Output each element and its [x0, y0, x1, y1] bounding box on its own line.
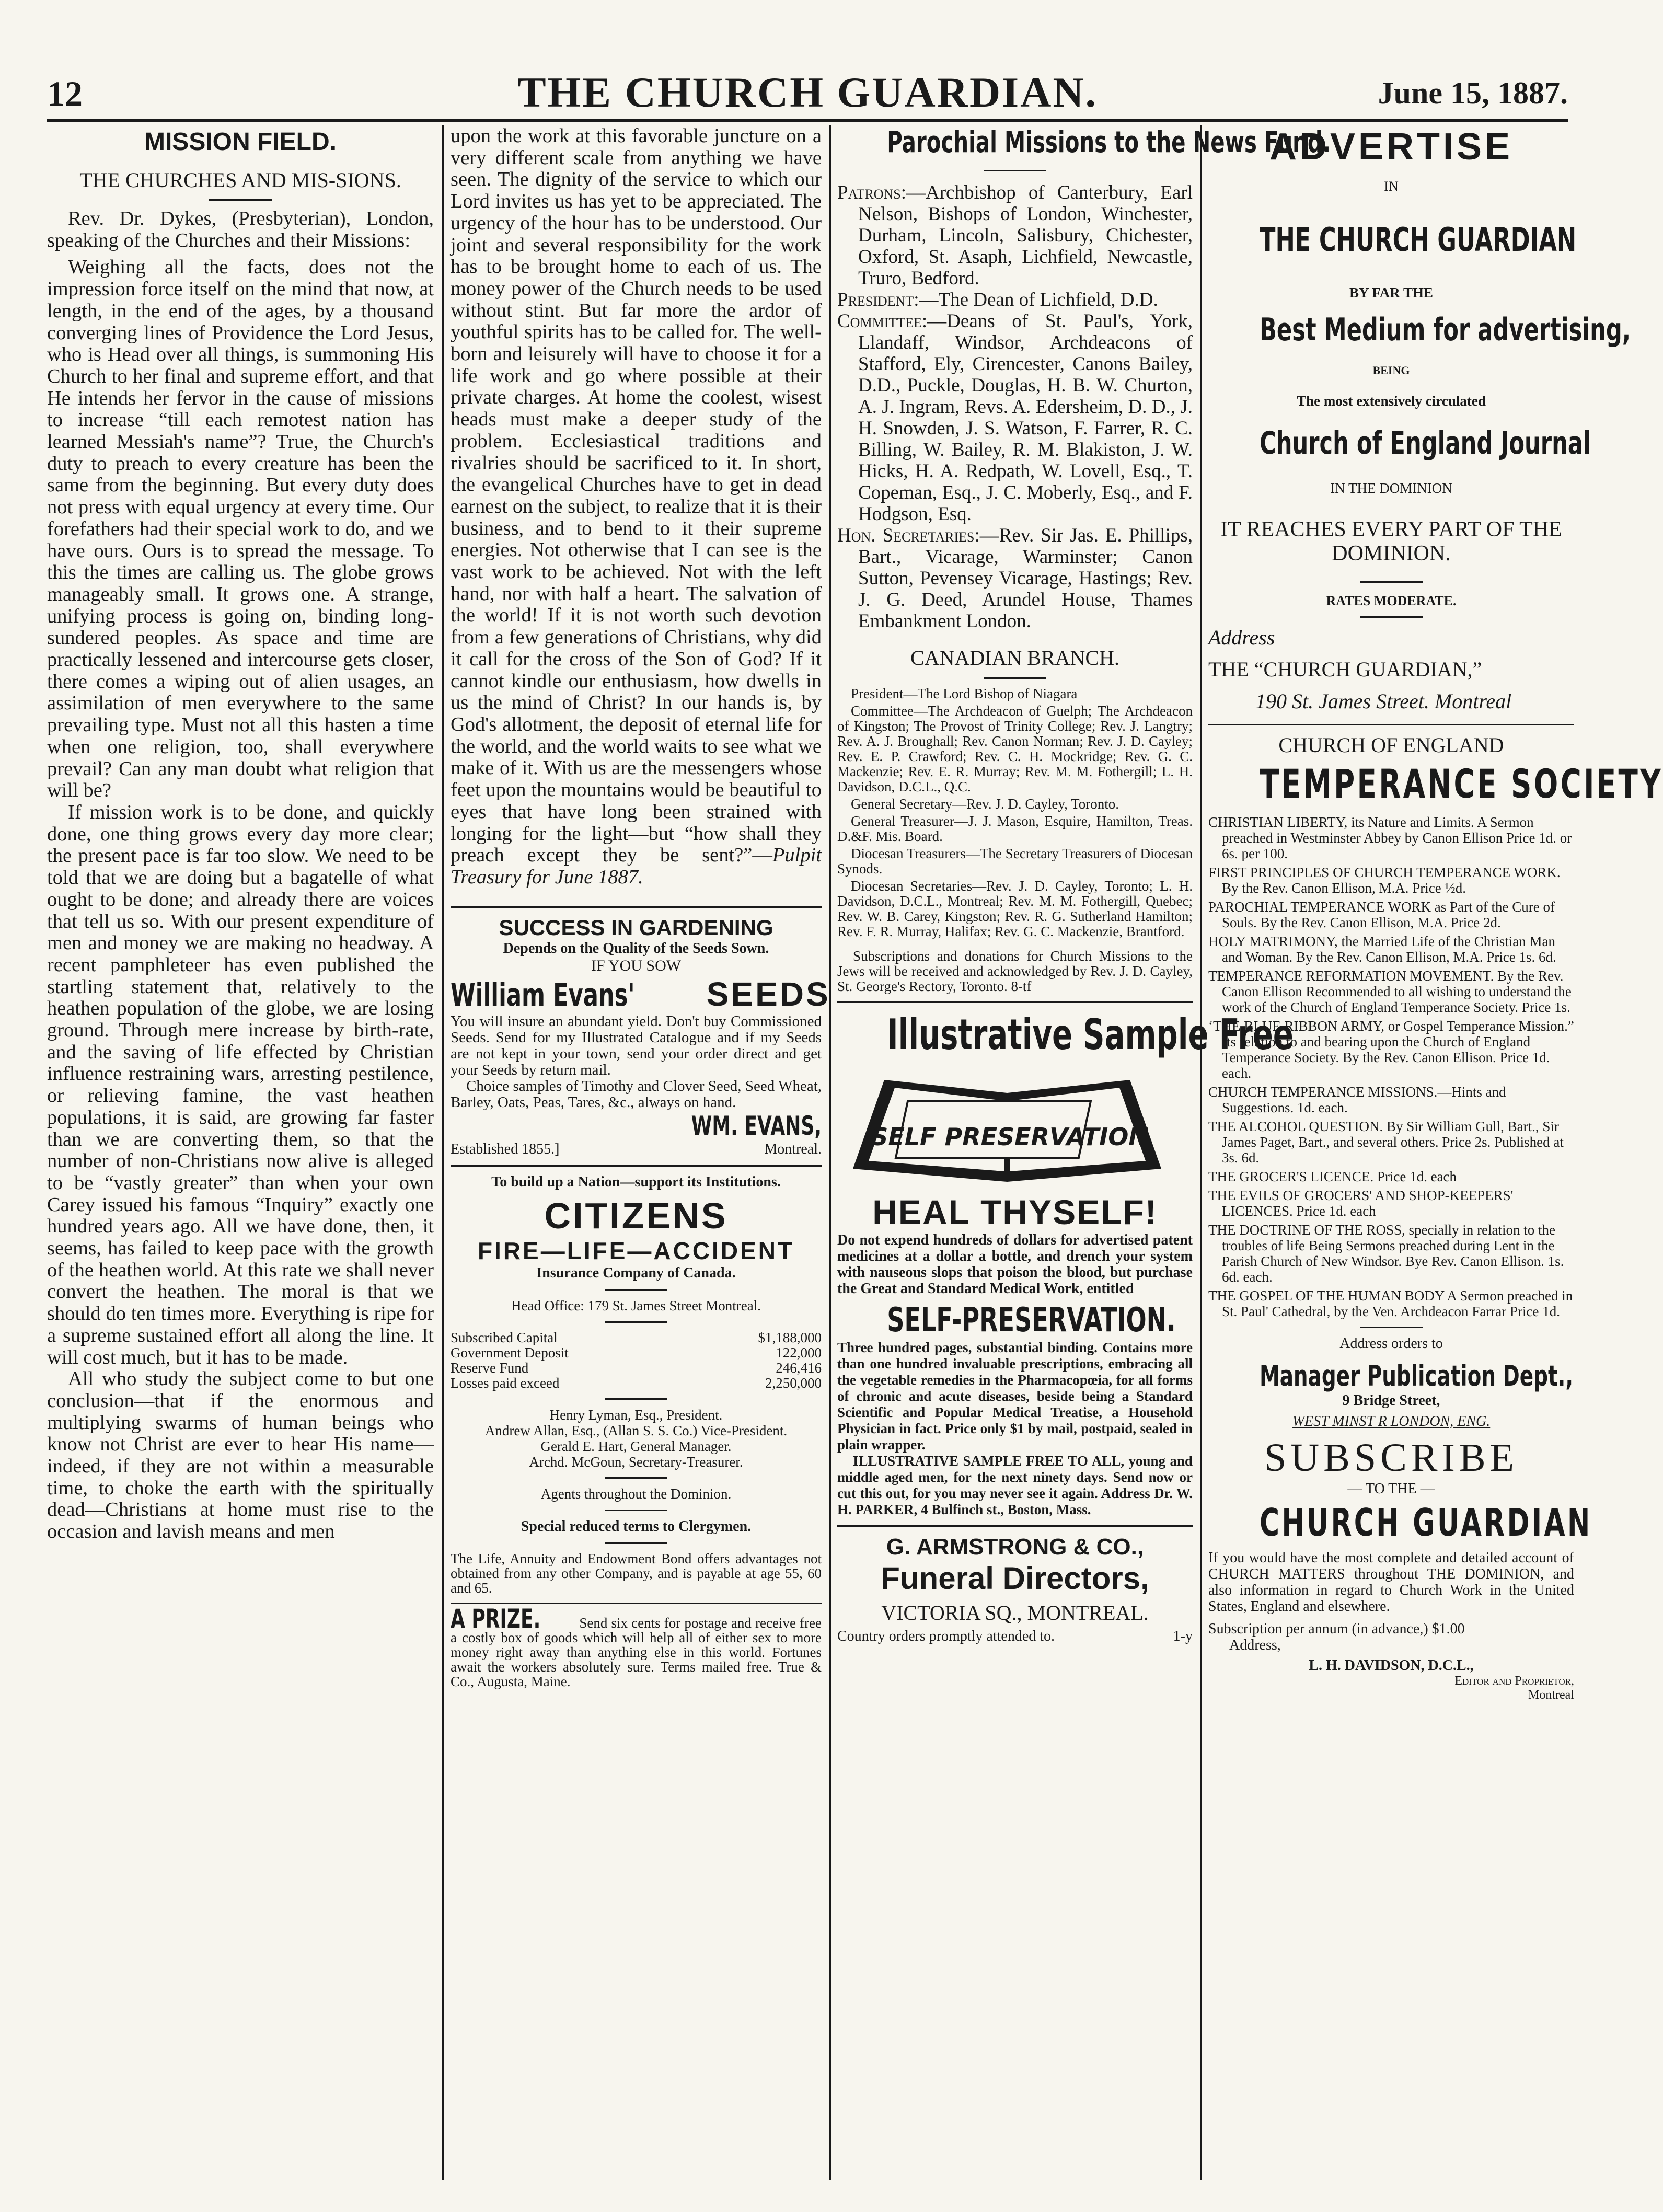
publication-item: THE ALCOHOL QUESTION. By Sir William Gull, Bart., Sir James Paget, Bart., and several others. Price 2s. Published at 3s. 6d.: [1208, 1119, 1564, 1166]
publication-item: FIRST PRINCIPLES OF CHURCH TEMPERANCE WORK. By the Rev. Canon Ellison, M.A. Price ½d.: [1208, 865, 1561, 896]
article-body: [47, 257, 434, 1542]
seeds-merchant: William Evans': [451, 976, 635, 1013]
citizens-tagline: To build up a Nation—support its Institutions.: [491, 1173, 781, 1190]
address-name: THE “CHURCH GUARDIAN,”: [1208, 658, 1482, 681]
seeds-footer: [451, 1141, 822, 1158]
manager-publication: Manager Publication Dept.,: [1260, 1360, 1574, 1392]
funeral-advertisement: [837, 1534, 1193, 1645]
self-preservation-body: Three hundred pages, substantial binding. Contains more than one hundred invaluable prescriptions, embracing all the vegetable remedies in the Pharmacopœia, for all forms of chronic and acute diseases, beside being a Standard Scientific and Popular Medical Treatise, a Household Physician in fact. Price only $1 by mail, postpaid, sealed in plain wrapper.: [837, 1340, 1193, 1453]
fund-secretaries: Hon. Secretaries:—Rev. Sir Jas. E. Phillips, Bart., Vicarage, Warminster; Canon Sutton, Pevensey Vicarage, Hastings; Rev. J. G. Deed, Arundel House, Thames Embankment London.: [837, 525, 1193, 632]
seeds-body-2: Choice samples of Timothy and Clover Seed, Seed Wheat, Barley, Oats, Peas, Tares, &c., always on hand.: [451, 1077, 822, 1111]
masthead-rule: [47, 119, 1568, 122]
rates: RATES MODERATE.: [1326, 593, 1457, 608]
prize-body: Send six cents for postage and receive free a costly box of goods which will help all of either sex to more money right away than anything else in this world. Fortunes await the workers absolutely sure. Terms mailed free. True & Co., Augusta, Maine.: [451, 1615, 822, 1689]
citizens-agents: Agents throughout the Dominion.: [540, 1485, 732, 1502]
article-title: THE CHURCHES AND MIS-SIONS.: [79, 168, 401, 192]
finance-value: 246,416: [776, 1360, 822, 1376]
publication-item: CHURCH TEMPERANCE MISSIONS.—Hints and Suggestions. 1d. each.: [1208, 1084, 1506, 1115]
divider: [451, 906, 822, 908]
divider: [605, 1542, 667, 1544]
citizens-officers: [451, 1407, 822, 1470]
divider: [605, 1510, 667, 1511]
divider: [984, 170, 1046, 171]
heal-heading: HEAL THYSELF!: [872, 1193, 1158, 1231]
book-cover-text: SELF PRESERVATION: [871, 1123, 1149, 1151]
paper-name: THE CHURCH GUARDIAN: [1260, 221, 1577, 259]
most-circulated: The most extensively circulated: [1297, 393, 1486, 409]
publication-item: THE GROCER'S LICENCE. Price 1d. each: [1208, 1169, 1457, 1184]
paragraph: If mission work is to be done, and quickly done, one thing grows every day more clear; the present pace is far too slow. We need to be told that we are doing but a bagatelle of what ought to be done; and already there are voices that tell us so. With our present expenditure of men and money we are making no headway. A recent pamphleteer has even published the startling statement that, relatively to the heathen population of the globe, we are losing ground. Through mere increase by birth-rate, and the saving of life effected by Christian influence restraining wars, arresting pestilence, or relieving famine, the vast heathen populations, it is said, are growing far faster than we are converting them, so that the number of non-Christians now alive is alleged to be “vastly greater” than when your own Carey issued his famous “Inquiry” exactly one hundred years ago. All we have done, then, it seems, has failed to keep pace with the growth of the heathen world. At this rate we shall never convert the heathen. The moral is that we should do ten times more. Everything is ripe for a supreme sustained effort all along the line. It will cost much, but it has to be made.: [47, 801, 434, 1368]
seeds-if: IF YOU SOW: [591, 957, 682, 974]
publication-item: ‘THE BLUE RIBBON ARMY, or Gospel Temperance Mission.” Its relation to and bearing upon the Church of England Temperance Society. By the Rev. Canon Ellison. Price 1d. each.: [1208, 1018, 1574, 1081]
advertise-in: IN: [1384, 179, 1399, 194]
column-three: [837, 125, 1331, 2180]
subscribe-body: If you would have the most complete and detailed account of CHURCH MATTERS throughout THE DOMINION, and also information in regard to Church Work in the United States, England and elsewhere.: [1208, 1550, 1574, 1615]
temperance-label: CHURCH OF ENGLAND: [1278, 733, 1504, 757]
subscribe-paper: CHURCH GUARDIAN: [1260, 1501, 1592, 1545]
address-street: 190 St. James Street. Montreal: [1255, 689, 1512, 713]
issue-date: June 15, 1887.: [1378, 76, 1568, 110]
article-continuation: [451, 125, 822, 889]
citizens-body: The Life, Annuity and Endowment Bond offers advantages not obtained from any other Company, and is payable at age 55, 60 and 65.: [451, 1550, 822, 1596]
citizens-name: CITIZENS: [544, 1195, 728, 1236]
finance-row: [451, 1345, 822, 1361]
page-number: 12: [47, 74, 83, 113]
seeds-established: Established 1855.]: [451, 1140, 560, 1157]
publication-item: CHRISTIAN LIBERTY, its Nature and Limits. A Sermon preached in Westminster Abbey by Canon Ellison Price 1d. or 6s. per 100.: [1208, 814, 1572, 861]
funeral-directors: Funeral Directors,: [881, 1561, 1149, 1596]
canadian-branch-entry: General Treasurer—J. J. Mason, Esquire, Hamilton, Treas. D.&F. Mis. Board.: [837, 813, 1193, 844]
finance-value: $1,188,000: [758, 1329, 822, 1345]
finance-row: [451, 1361, 822, 1376]
seeds-word: SEEDS: [706, 975, 830, 1013]
editor-name: L. H. DAVIDSON, D.C.L.,: [1309, 1657, 1474, 1674]
subscriptions-note: Subscriptions and donations for Church Missions to the Jews will be received and acknowledged by Rev. J. D. Cayley, St. George's Rectory, Toronto. 8-tf: [837, 948, 1193, 994]
column-four: [1208, 125, 1663, 2180]
divider: [1208, 724, 1574, 725]
finance-value: 122,000: [776, 1344, 822, 1361]
seeds-name-row: [451, 975, 830, 1013]
divider: [209, 199, 272, 201]
finance-row: [451, 1330, 822, 1345]
illustrative-heading: Illustrative Sample Free: [887, 1010, 1294, 1059]
column-divider: [1200, 125, 1202, 2180]
citizens-lines: FIRE—LIFE—ACCIDENT: [477, 1237, 795, 1264]
divider: [1360, 616, 1423, 618]
article-intro: Rev. Dr. Dykes, (Presbyterian), London, speaking of the Churches and their Missions:: [47, 208, 434, 251]
finance-label: Government Deposit: [451, 1344, 569, 1361]
reaches: IT REACHES EVERY PART OF THE DOMINION.: [1220, 517, 1562, 566]
subscribe-price: Subscription per annum (in advance,) $1.00: [1208, 1621, 1465, 1637]
advertise-heading: ADVERTISE: [1269, 126, 1514, 168]
publication-list: [1208, 814, 1574, 1319]
book-illustration: [837, 1064, 1177, 1184]
self-preservation-title: SELF-PRESERVATION.: [887, 1301, 1176, 1340]
canadian-branch-entry: Committee—The Archdeacon of Guelph; The Archdeacon of Kingston; The Provost of Trinity College; Rev. J. Langtry; Rev. A. J. Broughall; Rev. Canon Norman; Rev. J. D. Cayley; Rev. E. P. Crawford; Rev. C. H. Mockridge; Rev. G. C. Mackenzie; Rev. E. R. Murray; Rev. M. M. Fothergill; L. H. Davidson, D.C.L., Q.C.: [837, 703, 1193, 794]
funeral-footer: Country orders promptly attended to. 1-y: [837, 1628, 1193, 1644]
finance-row: [451, 1376, 822, 1391]
seeds-body: You will insure an abundant yield. Don't buy Commissioned Seeds. Send for my Illustrated Catalogue and if my Seeds are not kept in your town, send your order direct and get your Seeds by return mail.: [451, 1012, 822, 1078]
subscribe-address-label: Address,: [1229, 1637, 1281, 1653]
address-label: Address: [1208, 626, 1275, 649]
column-mission-field: [47, 125, 434, 2180]
seeds-subheading: Depends on the Quality of the Seeds Sown.: [503, 940, 769, 957]
subscribe-heading: SUBSCRIBE: [1264, 1436, 1518, 1480]
officer: Archd. McGoun, Secretary-Treasurer.: [529, 1454, 743, 1470]
bridge-street: 9 Bridge Street,: [1342, 1392, 1440, 1409]
in-dominion: IN THE DOMINION: [1330, 480, 1452, 496]
publication-item: TEMPERANCE REFORMATION MOVEMENT. By the Rev. Canon Ellison Recommended to all wishing to understand the work of the Church of England Temperance Society. Price 1s.: [1208, 968, 1572, 1015]
officer: Andrew Allan, Esq., (Allan S. S. Co.) Vice-President.: [484, 1422, 788, 1438]
to-the: — TO THE —: [1347, 1481, 1435, 1497]
column-divider: [829, 125, 831, 2180]
editor-title: Editor and Proprietor,: [1454, 1674, 1574, 1688]
divider: [837, 1525, 1193, 1527]
column-two: [451, 125, 830, 2180]
best-medium: Best Medium for advertising,: [1260, 312, 1631, 348]
finance-label: Losses paid exceed: [451, 1375, 560, 1391]
temperance-title: TEMPERANCE SOCIETY: [1260, 761, 1663, 807]
continuation-text: upon the work at this favorable juncture on a very different scale from anything we have seen. The dignity of the service to which our Lord invites us has yet to be appreciated. The urgency of the hour has to be understood. Our joint and several responsibility for the work has to be brought home to each of us. The money power of the Church needs to be used without stint. But far more the ardor of youthful spirits has to be called for. The well-born and leisurely will have to choose it for a life work and go where possible at their private charges. At home the coolest, wisest heads must make a deeper study of the problem. Ecclesiastical traditions and rivalries should be sacrificed to it. In short, the evangelical Churches have to get in dead earnest on the subject, to realize that it is their business, and to bend to it their supreme energies. Not otherwise that I can see is the vast work to be achieved. Not with the left hand, nor with half a heart. The salvation of the world! If it is not worth such devotion from a few generations of Christians, why did it call for the cross of the Son of God? If it cannot kindle our enthusiasm, how dwells in us the mind of Christ? In our hands is, by God's allotment, the deposit of eternal life for the world, and the world waits to see what we make of it. With us are the messengers whose feet upon the mountains would be beautiful to eyes that have long been strained with longing for the light—but “how shall they preach except they be sent?”—: [451, 125, 822, 867]
citizens-special: Special reduced terms to Clergymen.: [521, 1518, 752, 1535]
publication-item: THE DOCTRINE OF THE ROSS, specially in relation to the troubles of life Being Sermons preached during Lent in the Parish Church of New Windsor. Bye Rev. Canon Ellison. 1s. 6d. each.: [1208, 1222, 1564, 1285]
fund-officers: [837, 182, 1193, 632]
prize-advertisement: [451, 1603, 822, 1689]
citizens-company: Insurance Company of Canada.: [536, 1264, 736, 1281]
section-title: MISSION FIELD.: [144, 128, 337, 156]
divider: [451, 1165, 822, 1167]
canadian-branch-list: [837, 686, 1193, 939]
heal-body: Do not expend hundreds of dollars for advertised patent medicines at a dollar a bottle, and drench your system with nauseous slops that poison the blood, but purchase the Great and Standard Medical Work, entitled: [837, 1232, 1193, 1297]
finance-label: Reserve Fund: [451, 1360, 529, 1376]
canadian-branch-title: CANADIAN BRANCH.: [910, 646, 1120, 670]
officer: Henry Lyman, Esq., President.: [549, 1407, 723, 1423]
canadian-branch-entry: Diocesan Secretaries—Rev. J. D. Cayley, Toronto; L. H. Davidson, D.C.L., Montreal; Rev. M. M. Fothergill, Quebec; Rev. W. B. Carey, Kingston; Rev. R. G. Sutherland Hamilton; Rev. F. R. Murray, Halifax; Rev. G. C. Mackenzie, Brantford.: [837, 878, 1193, 939]
seeds-heading: SUCCESS IN GARDENING: [499, 915, 773, 940]
orders-label: Address orders to: [1339, 1335, 1443, 1352]
publication-item: PAROCHIAL TEMPERANCE WORK as Part of the Cure of Souls. By the Rev. Canon Ellison, M.A. Price 2d.: [1208, 899, 1555, 930]
divider: [605, 1289, 667, 1291]
seeds-signature: WM. EVANS,: [691, 1110, 822, 1141]
divider: [984, 677, 1046, 679]
seeds-city: Montreal.: [764, 1140, 822, 1157]
canadian-branch-entry: General Secretary—Rev. J. D. Cayley, Toronto.: [851, 796, 1119, 812]
prize-title: A PRIZE.: [451, 1603, 541, 1634]
by-far: BY FAR THE: [1349, 285, 1434, 301]
armstrong-name: G. ARMSTRONG & CO.,: [886, 1534, 1144, 1560]
funeral-address: VICTORIA SQ., MONTREAL.: [881, 1601, 1149, 1625]
editor-city: Montreal: [1528, 1688, 1574, 1702]
publication-item: THE GOSPEL OF THE HUMAN BODY A Sermon preached in St. Paul' Cathedral, by the Ven. Archdeacon Farrar Price 1d.: [1208, 1288, 1573, 1319]
publication-item: HOLY MATRIMONY, the Married Life of the Christian Man and Woman. By the Rev. Canon Ellison, M.A. Price 1s. 6d.: [1208, 934, 1556, 965]
finance-value: 2,250,000: [765, 1375, 822, 1391]
citizens-head-office: Head Office: 179 St. James Street Montreal.: [511, 1297, 761, 1314]
divider: [1360, 1327, 1423, 1328]
citizens-advertisement: [451, 1174, 822, 1595]
fund-president: President:—The Dean of Lichfield, D.D.: [837, 289, 1158, 310]
masthead: [47, 63, 1568, 120]
divider: [605, 1398, 667, 1400]
westminster-address: WEST MINST R LONDON, ENG.: [1292, 1413, 1491, 1430]
divider: [605, 1477, 667, 1479]
paragraph: All who study the subject come to but one conclusion—that if the enormous and multiplying swarms of human beings who know not Christ are ever to hear His name—indeed, if they are not within a measurable time, to choke the earth with the spiritually dead—Christians at home must rise to the occasion and lavish means and men: [47, 1368, 434, 1543]
divider: [1360, 581, 1423, 583]
column-divider: [442, 125, 444, 2180]
newspaper-title: THE CHURCH GUARDIAN.: [517, 68, 1098, 116]
sample-offer: ILLUSTRATIVE SAMPLE FREE TO ALL, young and middle aged men, for the next ninety days. Send now or cut this out, for you may never see it again. Address Dr. W. H. PARKER, 4 Bulfinch st., Boston, Mass.: [837, 1453, 1193, 1517]
publication-item: THE EVILS OF GROCERS' AND SHOP-KEEPERS' LICENCES. Price 1d. each: [1208, 1188, 1514, 1219]
self-preservation-advertisement: [837, 1010, 1294, 1518]
fund-patrons: Patrons:—Archbishop of Canterbury, Earl Nelson, Bishops of London, Winchester, Durham, Lincoln, Salisbury, Chichester, Oxford, St. Asaph, Lichfield, Newcastle, Truro, Bedford.: [837, 182, 1193, 289]
finance-table: [451, 1330, 822, 1391]
seeds-advertisement: [451, 915, 830, 1158]
divider: [605, 1321, 667, 1323]
divider: [837, 1001, 1193, 1003]
paragraph: Weighing all the facts, does not the impression force itself on the mind that now, at length, in the end of the ages, by a thousand converging lines of Providence the Lord Jesus, who is Head over all things, is summoning His Church to her final and supreme effort, and that He intends her fervor in the cause of missions to increase “till each remotest nation has learned Messiah's name”? True, the Church's duty to preach to every creature has been the same from the beginning. But every duty does not press with equal urgency at every time. Our forefathers had their special work to do, and we have ours. Ours is to spread the message. To this the times are calling us. The globe grows manageably small. It grows one. A strange, unifying process is going on, binding long-sundered peoples. As space and time are practically lessened and intercourse gets closer, there comes a wiping out of alien usages, an assimilation of men everywhere to the same prevailing type. Must not all this hasten a time when one religion, too, shall everywhere prevail? Can any man doubt what religion that will be?: [47, 256, 434, 802]
canadian-branch-entry: President—The Lord Bishop of Niagara: [851, 686, 1078, 701]
journal: Church of England Journal: [1260, 425, 1591, 462]
finance-label: Subscribed Capital: [451, 1329, 558, 1345]
fund-title: Parochial Missions to the News Fund.: [887, 125, 1331, 159]
article-source: Pulpit Treasury for June 1887.: [451, 844, 822, 888]
canadian-branch-entry: Diocesan Treasurers—The Secretary Treasurers of Diocesan Synods.: [837, 846, 1193, 877]
being: BEING: [1372, 364, 1410, 377]
officer: Gerald E. Hart, General Manager.: [540, 1438, 732, 1454]
fund-committee: Committee:—Deans of St. Paul's, York, Llandaff, Windsor, Archdeacons of Stafford, Ely, Cirencester, Canons Bailey, D.D., Puckle, Douglas, H. B. W. Churton, A. J. Ingram, Revs. A. Edersheim, D. D., J. H. Snowden, J. S. Watson, F. Farrer, R. C. Billing, W. Bailey, R. M. Blakiston, J. W. Hicks, H. A. Redpath, W. Lovell, Esq., T. Copeman, Esq., J. C. Moberly, Esq., and F. Hodgson, Esq.: [837, 310, 1193, 525]
